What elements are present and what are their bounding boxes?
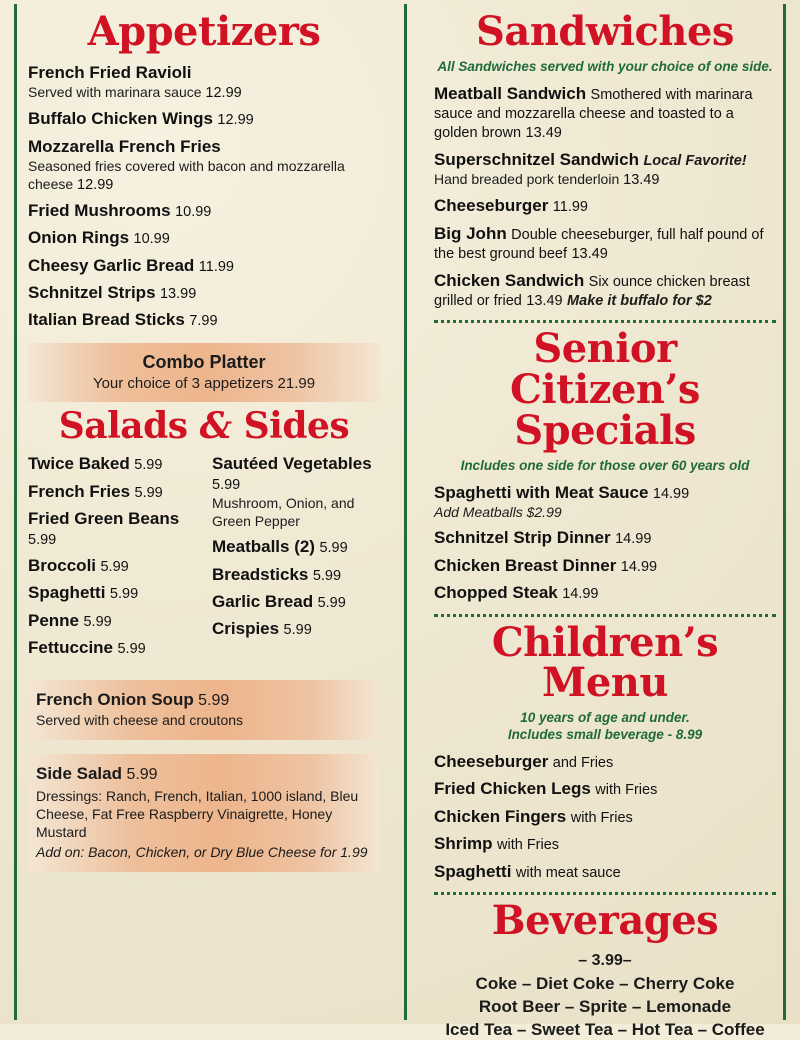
item-price: 5.99 [83, 613, 112, 630]
item-description: with meat sauce [515, 864, 621, 881]
menu-item [434, 556, 776, 576]
item-name: Crispies [212, 619, 280, 639]
item-price: 7.99 [189, 313, 218, 330]
menu-item [28, 638, 196, 658]
item-description [28, 84, 380, 102]
children-subtitle-line2: Includes small beverage - 8.99 [507, 727, 703, 743]
item-name: French Fried Ravioli [28, 62, 192, 82]
item-price: 12.99 [217, 112, 254, 129]
item-description: with Fries [497, 837, 560, 854]
menu-item [28, 482, 196, 502]
sides-column-one [28, 454, 196, 665]
item-price: 13.49 [525, 125, 562, 142]
item-name: Fettuccine [28, 638, 114, 658]
item-description: with Fries [595, 782, 658, 799]
item-name: Chopped Steak [434, 583, 558, 603]
dressings-list: Dressings: Ranch, French, Italian, 1000 island, Bleu Cheese, Fat Free Raspberry Vinaigrette, Honey Mustard [36, 787, 359, 840]
menu-item [28, 583, 196, 603]
combo-price: 21.99 [277, 374, 316, 392]
menu-item [212, 619, 380, 639]
menu-item [434, 483, 776, 522]
item-name: Superschnitzel Sandwich [434, 149, 639, 169]
item-description: Mushroom, Onion, and Green Pepper [212, 495, 355, 529]
item-description: with Fries [570, 809, 633, 826]
menu-item [434, 271, 776, 311]
item-name: Schnitzel Strips [28, 282, 156, 302]
item-price: 11.99 [552, 199, 588, 216]
children-heading [434, 618, 776, 707]
item-price: 5.99 [117, 641, 146, 658]
children-heading-line1: Children’s [491, 618, 719, 666]
menu-item [434, 84, 776, 143]
menu-item [212, 592, 380, 612]
item-description: Six ounce chicken breast grilled or fried [434, 273, 750, 309]
item-desc-text: Hand breaded pork tenderloin [434, 171, 620, 188]
item-name: Buffalo Chicken Wings [28, 109, 213, 129]
item-addon: Add Meatballs $2.99 [434, 503, 562, 520]
sides-column-two [212, 454, 380, 665]
menu-item [28, 611, 196, 631]
item-price: 14.99 [615, 531, 652, 548]
item-description [434, 171, 776, 189]
item-name: Italian Bread Sticks [28, 310, 185, 330]
item-price: 5.99 [126, 765, 158, 783]
item-name: Garlic Bread [212, 591, 314, 611]
item-name: Spaghetti [434, 861, 512, 881]
combo-platter-box [28, 343, 380, 402]
sandwiches-heading: Sandwiches [476, 8, 734, 55]
item-price: 5.99 [319, 540, 348, 557]
side-salad-box [28, 754, 380, 873]
menu-item [434, 834, 776, 854]
item-price: 5.99 [134, 457, 163, 474]
item-price: 12.99 [205, 85, 242, 102]
menu-item [212, 454, 380, 530]
menu-item [212, 565, 380, 585]
salad-addon-note: Add on: Bacon, Chicken, or Dry Blue Cheese for 1.99 [36, 844, 368, 861]
menu-item [28, 283, 380, 303]
item-price: 12.99 [77, 176, 114, 193]
item-description: and Fries [552, 754, 614, 771]
item-name: French Fries [28, 481, 131, 501]
beverages-price: – 3.99– [578, 951, 632, 969]
item-name: Side Salad [36, 763, 122, 783]
item-desc-text: Seasoned fries covered with bacon and mozzarella cheese [28, 158, 345, 192]
children-subtitle [434, 710, 776, 744]
seniors-heading-line2: Specials [514, 406, 696, 454]
menu-item [434, 779, 776, 799]
item-price: 13.49 [571, 246, 608, 263]
item-name: Chicken Sandwich [434, 270, 585, 290]
combo-subtitle [34, 375, 374, 392]
item-name: Meatballs (2) [212, 537, 315, 557]
item-price: 14.99 [562, 586, 599, 603]
menu-item [28, 137, 380, 194]
item-price: 5.99 [100, 558, 129, 575]
section-divider [434, 320, 776, 323]
menu-item [28, 454, 196, 474]
beverage-line: Coke – Diet Coke – Cherry Coke [475, 973, 735, 993]
item-price: 13.99 [159, 285, 197, 302]
ampersand: & [199, 404, 232, 447]
item-tag: Make it buffalo for $2 [567, 292, 712, 309]
beverage-line: Iced Tea – Sweet Tea – Hot Tea – Coffee [445, 1019, 765, 1039]
children-subtitle-line1: 10 years of age and under. [520, 710, 690, 726]
beverages-heading: Beverages [491, 896, 719, 944]
item-name: French Onion Soup [36, 689, 194, 709]
item-desc-text: Served with marinara sauce [28, 84, 202, 101]
item-name: Meatball Sandwich [434, 83, 587, 103]
item-price: 13.49 [623, 172, 660, 189]
seniors-heading [434, 325, 776, 454]
sandwiches-subtitle: All Sandwiches served with your choice of one side. [437, 58, 773, 74]
menu-item [434, 583, 776, 603]
left-column [0, 0, 404, 1024]
item-price: 5.99 [283, 622, 312, 639]
menu-item [28, 228, 380, 248]
menu-item [434, 528, 776, 548]
item-name: Mozzarella French Fries [28, 136, 221, 156]
item-name: Cheeseburger [434, 751, 549, 771]
right-column [404, 0, 800, 1039]
item-name: Sautéed Vegetables [212, 454, 372, 474]
item-price: 5.99 [109, 586, 139, 603]
item-price: 5.99 [212, 476, 241, 493]
salads-word: Salads [58, 404, 188, 447]
menu-item [28, 109, 380, 129]
item-name: Cheeseburger [434, 196, 549, 216]
item-tag: Local Favorite! [643, 152, 747, 169]
menu-item [434, 224, 776, 264]
menu-item [28, 256, 380, 276]
item-name: Chicken Breast Dinner [434, 555, 617, 575]
item-name: Fried Chicken Legs [434, 779, 591, 799]
appetizers-heading: Appetizers [87, 8, 321, 55]
item-name: Penne [28, 610, 80, 630]
children-heading-line2: Menu [542, 659, 668, 707]
section-divider [434, 892, 776, 895]
item-price: 13.49 [526, 292, 563, 309]
seniors-heading-line1: Senior Citizen’s [510, 325, 700, 414]
item-name: Fried Mushrooms [28, 200, 171, 220]
beverage-line: Root Beer – Sprite – Lemonade [478, 996, 732, 1016]
sides-columns [28, 454, 380, 665]
combo-title: Combo Platter [142, 351, 266, 372]
menu-item [28, 556, 196, 576]
menu-item [434, 862, 776, 882]
menu-item [28, 63, 380, 103]
item-name: Spaghetti with Meat Sauce [434, 482, 649, 502]
item-price: 5.99 [312, 567, 342, 584]
item-name: Breadsticks [212, 564, 309, 584]
menu-item [434, 150, 776, 190]
item-name: Fried Green Beans [28, 509, 180, 529]
salads-sides-heading [28, 404, 380, 447]
seniors-subtitle: Includes one side for those over 60 years old [460, 457, 750, 473]
menu-item [434, 196, 776, 216]
item-price: 14.99 [652, 485, 690, 502]
item-description [28, 158, 380, 194]
section-divider [434, 614, 776, 617]
item-price: 10.99 [175, 203, 212, 220]
item-name: Schnitzel Strip Dinner [434, 528, 611, 548]
item-name: Spaghetti [28, 583, 106, 603]
french-onion-soup-box [28, 680, 380, 740]
menu-item [28, 310, 380, 330]
item-price: 5.99 [134, 484, 163, 501]
item-name: Broccoli [28, 555, 97, 575]
item-description: Served with cheese and croutons [36, 711, 244, 728]
combo-sub-text: Your choice of 3 appetizers [92, 374, 274, 392]
item-name: Cheesy Garlic Bread [28, 255, 195, 275]
sides-word: Sides [243, 404, 350, 447]
menu-item [434, 807, 776, 827]
item-name: Onion Rings [28, 228, 130, 248]
item-name: Big John [434, 223, 507, 243]
item-name: Shrimp [434, 834, 493, 854]
menu-item [434, 752, 776, 772]
item-description: Smothered with marinara sauce and mozzarella cheese and toasted to a golden brown [434, 86, 753, 142]
item-price: 14.99 [620, 558, 658, 575]
item-price: 10.99 [133, 231, 170, 248]
menu-item [212, 537, 380, 557]
item-price: 5.99 [317, 594, 346, 611]
item-price: 11.99 [198, 258, 234, 275]
item-price: 5.99 [198, 691, 230, 709]
item-price: 5.99 [28, 531, 57, 548]
item-description: Double cheeseburger, full half pound of the best ground beef [434, 226, 764, 263]
menu-item [28, 201, 380, 221]
item-name: Chicken Fingers [434, 806, 567, 826]
item-name: Twice Baked [28, 454, 130, 474]
menu-item [28, 509, 196, 549]
